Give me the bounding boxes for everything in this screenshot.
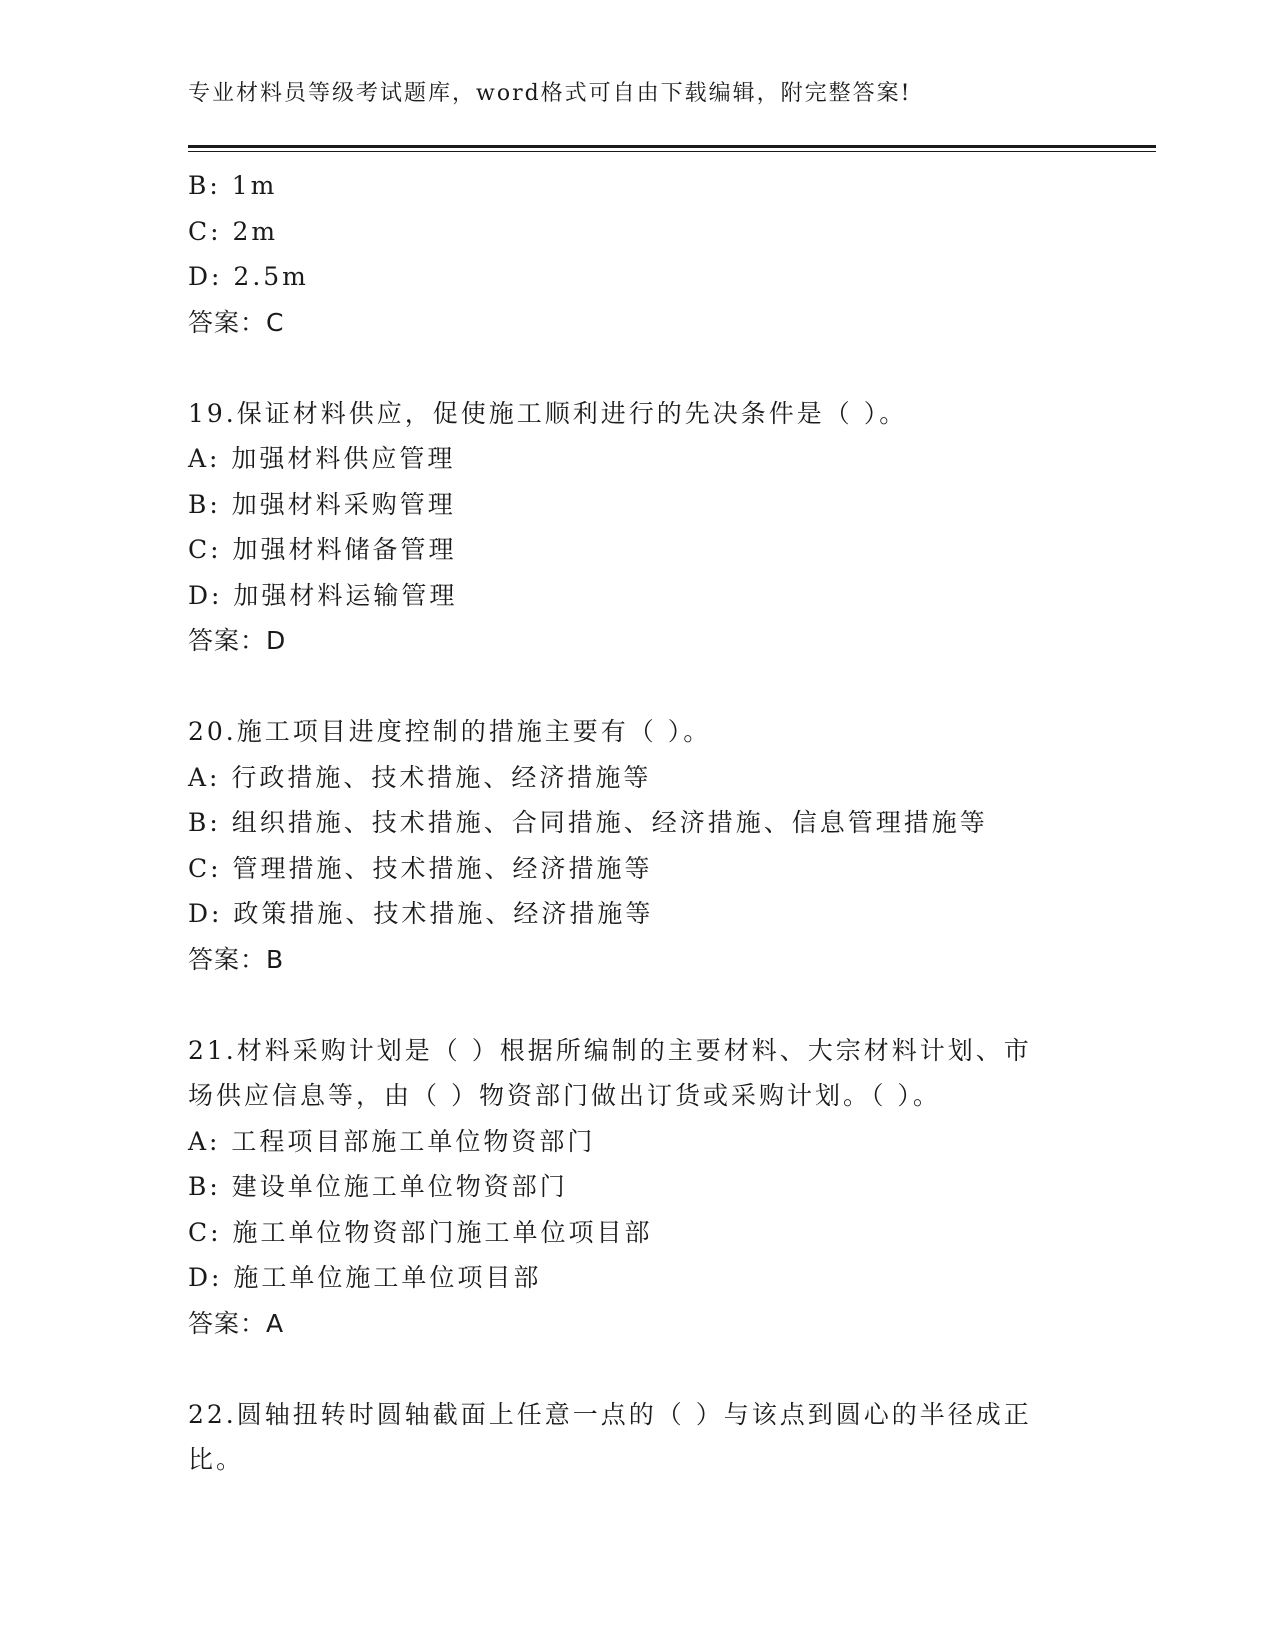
header-rule-thin (188, 151, 1156, 152)
answer: 答案：A (188, 1308, 285, 1338)
option-b: B: 加强材料采购管理 (188, 489, 456, 519)
spacer (188, 1346, 1108, 1392)
spacer (188, 982, 1108, 1028)
page-header: 专业材料员等级考试题库，word格式可自由下载编辑，附完整答案! (188, 81, 912, 106)
option-a: A: 加强材料供应管理 (188, 444, 456, 473)
option-d: D: 施工单位施工单位项目部 (188, 1263, 542, 1292)
question-stem-line-2: 场供应信息等，由（ ）物资部门做出订货或采购计划。（ ）。 (188, 1081, 941, 1110)
option-c: C: 加强材料储备管理 (188, 535, 457, 564)
answer: 答案：D (188, 626, 287, 655)
option-b: B: 组织措施、技术措施、合同措施、经济措施、信息管理措施等 (188, 808, 988, 837)
answer: 答案：B (188, 944, 285, 974)
spacer (188, 664, 1108, 710)
option-c: C: 2m (188, 216, 279, 246)
question-20 (188, 709, 1108, 982)
option-b: B: 1m (188, 171, 278, 200)
question-list (188, 163, 1108, 1483)
question-stem-line-1: 21.材料采购计划是（ ）根据所编制的主要材料、大宗材料计划、市 (188, 1035, 1032, 1065)
option-d: D: 加强材料运输管理 (188, 580, 458, 610)
option-d: D: 政策措施、技术措施、经济措施等 (188, 899, 654, 928)
question-22 (188, 1392, 1108, 1483)
question-18-tail (188, 163, 1108, 345)
question-stem-line-2: 比。 (188, 1445, 245, 1474)
question-stem: 19.保证材料供应，促使施工顺利进行的先决条件是（ ）。 (188, 398, 908, 428)
spacer (188, 345, 1108, 391)
header-rule-thick (188, 145, 1156, 148)
option-c: C: 管理措施、技术措施、经济措施等 (188, 853, 653, 883)
question-19 (188, 391, 1108, 664)
option-b: B: 建设单位施工单位物资部门 (188, 1172, 568, 1201)
option-c: C: 施工单位物资部门施工单位项目部 (188, 1217, 653, 1247)
question-stem-line-1: 22.圆轴扭转时圆轴截面上任意一点的（ ）与该点到圆心的半径成正 (188, 1399, 1032, 1429)
question-21 (188, 1028, 1108, 1347)
option-a: A: 行政措施、技术措施、经济措施等 (188, 762, 652, 792)
option-d: D: 2.5m (188, 262, 309, 291)
option-a: A: 工程项目部施工单位物资部门 (188, 1126, 596, 1156)
question-stem: 20.施工项目进度控制的措施主要有（ ）。 (188, 717, 712, 746)
answer: 答案：C (188, 307, 285, 337)
